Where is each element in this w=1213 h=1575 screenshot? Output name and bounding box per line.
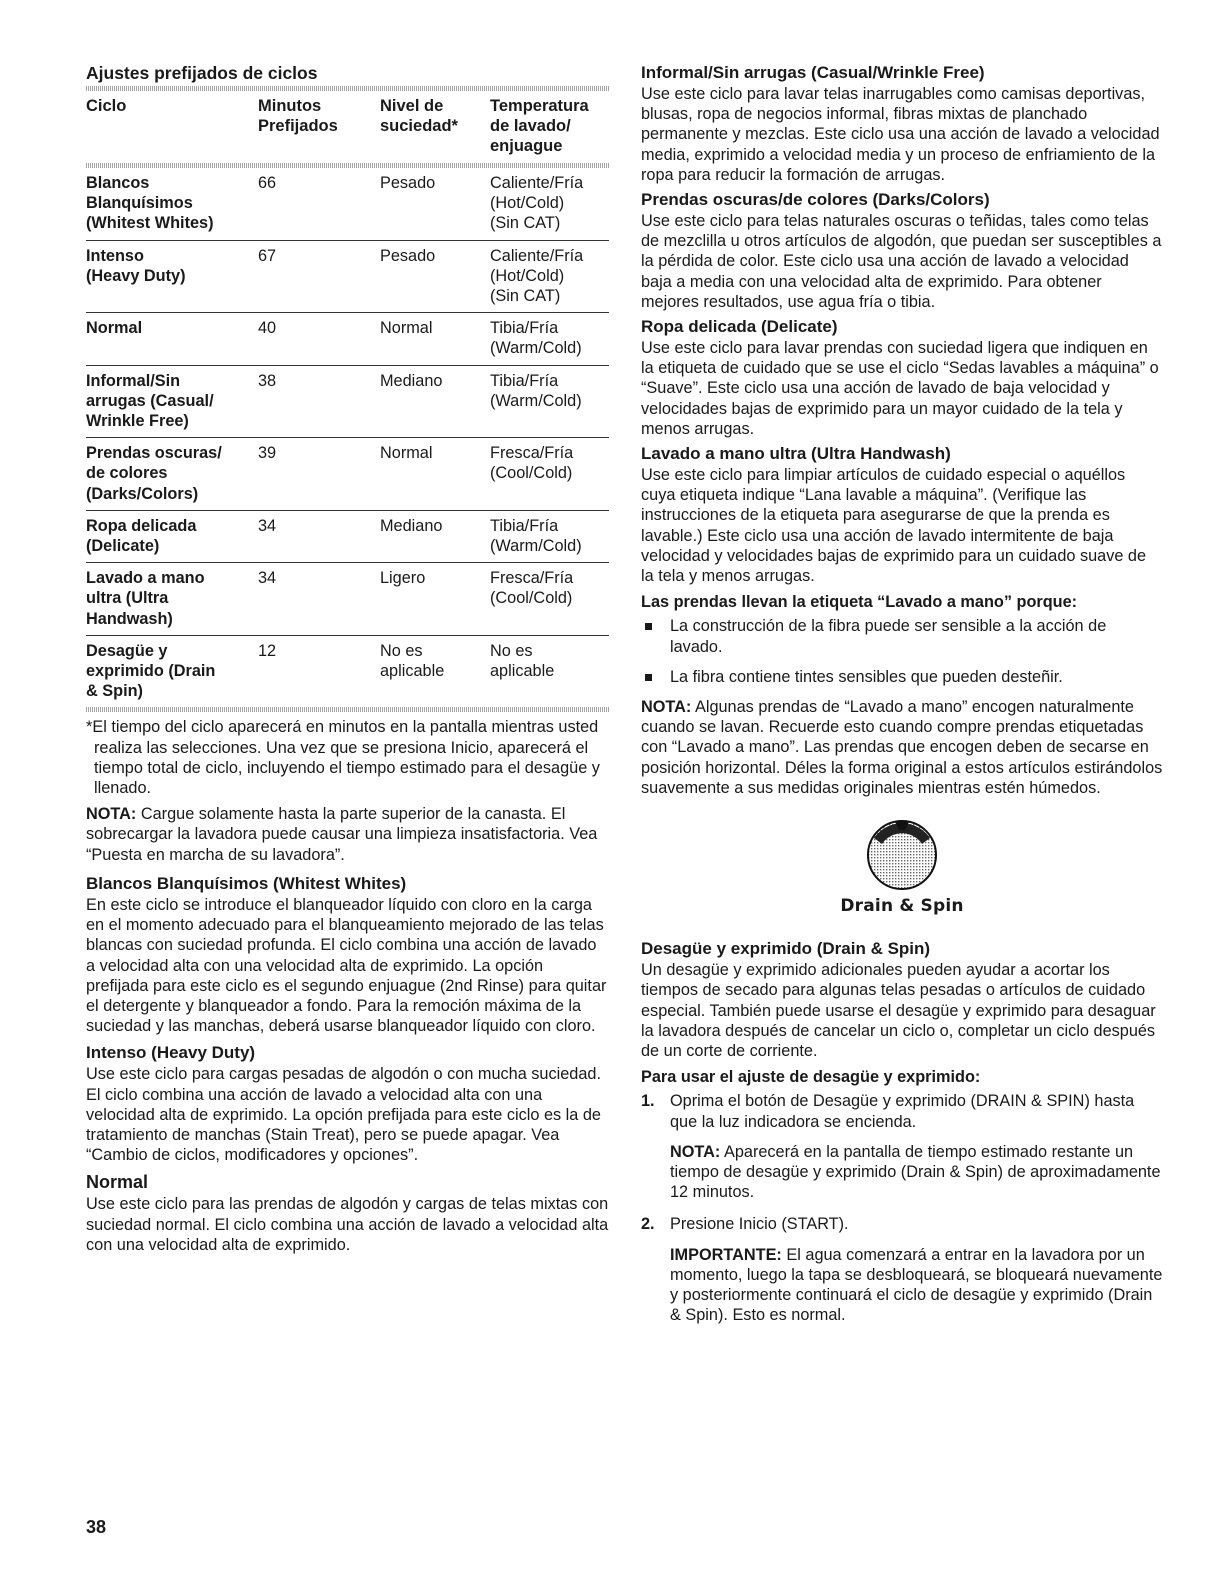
whites-heading: Blancos Blanquísimos (Whitest Whites) [86, 873, 407, 893]
cell-minutes: 67 [258, 246, 277, 265]
header-minutes: Minutos Prefijados [258, 97, 338, 135]
cell-cycle: Blancos Blanquísimos (Whitest Whites) [86, 174, 214, 233]
table-row [86, 563, 609, 635]
cell-minutes: 39 [258, 444, 277, 463]
table-row [86, 313, 609, 364]
whites-text: En este ciclo se introduce el blanqueador líquido con cloro en la carga en el momento adecuado para el blanqueamiento mejorado de las telas blancas con suciedad profunda. El ciclo combina una acción de lavado a velocidad alta con una velocidad alta de exprimido. La opción prefijada para este ciclo es el segundo enjuague (2nd Rinse) para quitar el detergente y blanqueador a fondo. Para la remoción máxima de la suciedad y las manchas, deberá usarse blanqueador líquido con cloro. [86, 895, 607, 1036]
table-row [86, 366, 609, 438]
table-top-rule [86, 86, 609, 91]
right-column [641, 62, 1163, 1337]
cell-cycle: Desagüe y exprimido (Drain & Spin) [86, 641, 216, 701]
table-row [86, 438, 609, 510]
cell-soil: Mediano [380, 371, 443, 390]
delicate-text: Use este ciclo para lavar prendas con suciedad ligera que indiquen en la etiqueta de cuidado que se use el ciclo “Sedas lavables a máquina” o “Suave”. Este ciclo usa una acción de lavado de baja velocidad y velocidades bajas de exprimido para un mayor cuidado de la tela y menos arrugas. [641, 339, 1159, 438]
normal-text: Use este ciclo para las prendas de algodón y cargas de telas mixtas con suciedad normal. El ciclo combina una acción de lavado a velocidad alta con una velocidad alta de exprimido. [86, 1195, 609, 1254]
drain-spin-steps [641, 1091, 1163, 1325]
table-footnote [86, 712, 609, 798]
handwash-text: Use este ciclo para limpiar artículos de cuidado especial o aquéllos cuya etiqueta indique “Lana lavable a máquina”. (Verifique las instrucciones de la etiqueta para asegurarse de que la prenda es lavable.) Este ciclo usa una acción de lavado intermitente de baja velocidad y velocidades bajas de exprimido para un cuidado suave de la tela y menos arrugas. [641, 466, 1147, 586]
table-header-row [86, 91, 609, 163]
list-item: La fibra contiene tintes sensibles que pueden desteñir. [641, 667, 1163, 687]
cell-soil: Normal [380, 319, 433, 338]
handwash-label-heading: Las prendas llevan la etiqueta “Lavado a mano” porque: [641, 593, 1078, 612]
drain-spin-label: Drain & Spin [840, 896, 964, 917]
list-item: 1. Oprima el botón de Desagüe y exprimido (DRAIN & SPIN) hasta que la luz indicadora se encienda. NOTA: Aparecerá en la pantalla de tiempo estimado restante un tiempo de desagüe y exprimido (Drain & Spin) de aproximadamente 12 minutos. [641, 1092, 1161, 1202]
page-number: 38 [86, 1517, 107, 1537]
cell-cycle: Lavado a mano ultra (Ultra Handwash) [86, 569, 205, 628]
cell-temperature: Tibia/Fría (Warm/Cold) [490, 319, 582, 358]
cell-temperature: Tibia/Fría (Warm/Cold) [490, 371, 582, 410]
cell-cycle: Intenso (Heavy Duty) [86, 246, 186, 285]
cycle-table [86, 62, 609, 798]
delicate-heading: Ropa delicada (Delicate) [641, 317, 838, 337]
bullet-square-icon [645, 674, 652, 681]
header-temperature: Temperatura de lavado/ enjuague [490, 97, 589, 155]
casual-heading: Informal/Sin arrugas (Casual/Wrinkle Free) [641, 63, 985, 82]
cell-soil: No es aplicable [380, 641, 445, 681]
cell-temperature: Fresca/Fría (Cool/Cold) [490, 444, 574, 483]
cell-minutes: 38 [258, 371, 277, 390]
left-column [86, 62, 609, 1255]
bullet-square-icon [645, 623, 652, 630]
cell-temperature: Caliente/Fría (Hot/Cold) (Sin CAT) [490, 246, 584, 306]
cell-cycle: Prendas oscuras/ de colores (Darks/Colors) [86, 444, 222, 503]
cell-minutes: 34 [258, 569, 277, 588]
drain-spin-steps-heading: Para usar el ajuste de desagüe y exprimido: [641, 1068, 981, 1087]
darks-text: Use este ciclo para telas naturales oscuras o teñidas, tales como telas de mezclilla u otros artículos de algodón, que puedan ser susceptibles a la pérdida de color. Este ciclo usa una acción de lavado a velocidad baja a media con una velocidad alta de exprimido. Para obtener mejores resultados, use agua fría o tibia. [641, 212, 1162, 311]
cell-minutes: 66 [258, 174, 277, 192]
load-note: NOTA: Cargue solamente hasta la parte superior de la canasta. El sobrecargar la lavadora puede causar una limpieza insatisfactoria. Vea “Puesta en marcha de su lavadora”. [86, 805, 598, 864]
cell-minutes: 12 [258, 641, 277, 660]
table-title: Ajustes prefijados de ciclos [86, 63, 318, 83]
drain-spin-icon-block [641, 818, 1163, 916]
table-row [86, 241, 609, 313]
cell-temperature: Caliente/Fría (Hot/Cold) (Sin CAT) [490, 174, 584, 233]
table-bottom-rule [86, 707, 609, 712]
list-item: 2. Presione Inicio (START). IMPORTANTE: El agua comenzará a entrar en la lavadora por un momento, luego la tapa se desbloqueará, se bloqueará nuevamente y posteriormente continuará el ciclo de desagüe y exprimido (Drain & Spin). Esto es normal. [641, 1215, 1163, 1325]
casual-text: Use este ciclo para lavar telas inarrugables como camisas deportivas, blusas, ropa de negocios informal, fibras mixtas de planchado permanente y mezclas. Este ciclo usa una acción de lavado a velocidad media, exprimido a velocidad media y un proceso de enfriamiento de la ropa para reducir la formación de arrugas. [641, 85, 1160, 184]
table-row [86, 168, 609, 240]
cell-temperature: Fresca/Fría (Cool/Cold) [490, 569, 574, 608]
cell-soil: Normal [380, 444, 433, 463]
list-item: La construcción de la fibra puede ser sensible a la acción de lavado. [641, 616, 1163, 656]
table-row [86, 511, 609, 562]
handwash-heading: Lavado a mano ultra (Ultra Handwash) [641, 444, 951, 464]
table-row [86, 636, 609, 708]
heavy-duty-heading: Intenso (Heavy Duty) [86, 1043, 256, 1063]
drain-spin-heading: Desagüe y exprimido (Drain & Spin) [641, 939, 931, 959]
cell-cycle: Informal/Sin arrugas (Casual/ Wrinkle Free) [86, 371, 214, 431]
cell-cycle: Ropa delicada (Delicate) [86, 516, 197, 556]
cell-soil: Ligero [380, 569, 426, 588]
cell-temperature: Tibia/Fría (Warm/Cold) [490, 516, 582, 556]
heavy-duty-text: Use este ciclo para cargas pesadas de algodón o con mucha suciedad. El ciclo combina una acción de lavado a velocidad alta con una velocidad alta de exprimido. La opción prefijada para este ciclo es la de tratamiento de manchas (Stain Treat), pero se puede apagar. Vea “Cambio de ciclos, modificadores y opciones”. [86, 1065, 601, 1165]
cell-minutes: 34 [258, 516, 277, 535]
footnote-text: *El tiempo del ciclo aparecerá en minutos en la pantalla mientras usted realiza las selecciones. Una vez que se presiona Inicio, aparecerá el tiempo total de ciclo, incluyendo el tiempo estimado para el desagüe y llenado. [86, 718, 600, 798]
cell-soil: Pesado [380, 174, 436, 192]
cell-soil: Mediano [380, 516, 443, 535]
cell-cycle: Normal [86, 319, 143, 338]
header-rule [86, 163, 609, 168]
table-body [86, 168, 609, 707]
cell-soil: Pesado [380, 246, 436, 265]
shrink-note: NOTA: Algunas prendas de “Lavado a mano” encogen naturalmente cuando se lavan. Recuerde esto cuando compre prendas etiquetadas con “Lavado a mano”. Las prendas que encogen deben de secarse en posición horizontal. Déles la forma original a estos artículos estirándolos suavemente a sus medidas originales mientras estén húmedos. [641, 698, 1163, 797]
drain-spin-icon [865, 818, 939, 892]
drain-spin-text: Un desagüe y exprimido adicionales pueden ayudar a acortar los tiempos de secado para algunas telas pesadas o artículos de cuidado especial. También puede usarse el desagüe y exprimido para desaguar la lavadora después de cancelar un ciclo o, completar un ciclo después de un corte de corriente. [641, 961, 1156, 1060]
header-cycle: Ciclo [86, 97, 127, 115]
cell-temperature: No es aplicable [490, 641, 555, 681]
cell-minutes: 40 [258, 319, 277, 338]
darks-heading: Prendas oscuras/de colores (Darks/Colors) [641, 190, 990, 210]
normal-heading: Normal [86, 1172, 149, 1193]
header-soil: Nivel de suciedad* [380, 97, 458, 135]
handwash-reasons-list [641, 616, 1163, 687]
